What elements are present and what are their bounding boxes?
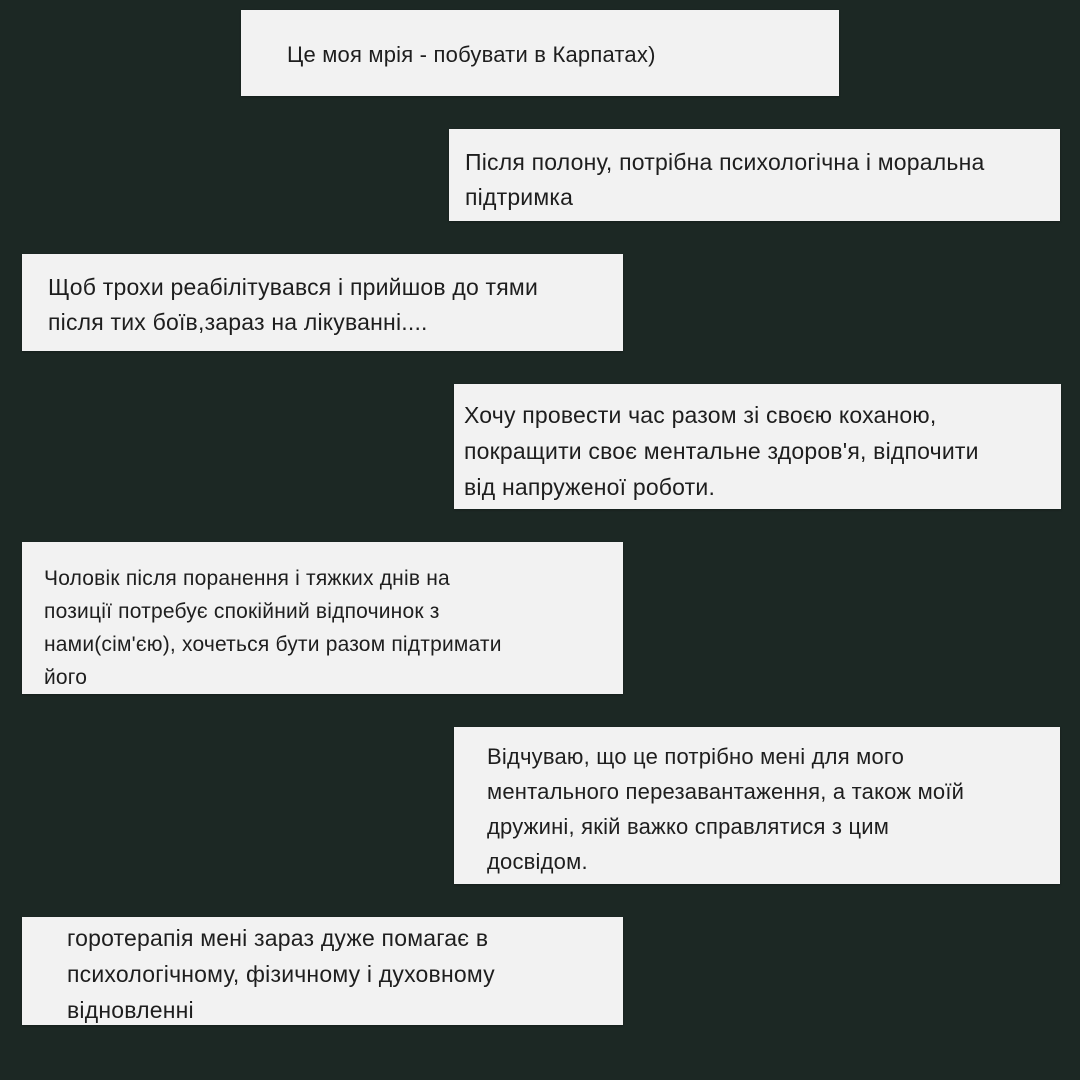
message-card-3: [22, 254, 623, 351]
message-card-1: [241, 10, 839, 96]
message-card-2: [449, 129, 1060, 221]
message-text-6: Відчуваю, що це потрібно мені для мого ментального перезавантаження, а також моїй дружині, якій важко справлятися з цим досвідом.: [487, 744, 965, 874]
message-card-6: [454, 727, 1060, 884]
message-text-4: Хочу провести час разом зі своєю коханою, покращити своє ментальне здоров'я, відпочити від напруженої роботи.: [464, 402, 979, 500]
message-text-7: горотерапія мені зараз дуже помагає в психологічному, фізичному і духовному відновленні: [67, 925, 495, 1023]
message-card-5: [22, 542, 623, 694]
message-text-2: Після полону, потрібна психологічна і моральна підтримка: [465, 149, 985, 210]
message-text-3: Щоб трохи реабілітувався і прийшов до тями після тих боїв,зараз на лікуванні....: [48, 274, 538, 335]
message-card-7: [22, 917, 623, 1025]
message-text-5: Чоловік після поранення і тяжких днів на позиції потребує спокійний відпочинок з нами(сім'єю), хочеться бути разом підтримати його: [44, 567, 502, 689]
message-text-1: Це моя мрія - побувати в Карпатах): [287, 42, 656, 67]
message-card-4: [454, 384, 1061, 509]
